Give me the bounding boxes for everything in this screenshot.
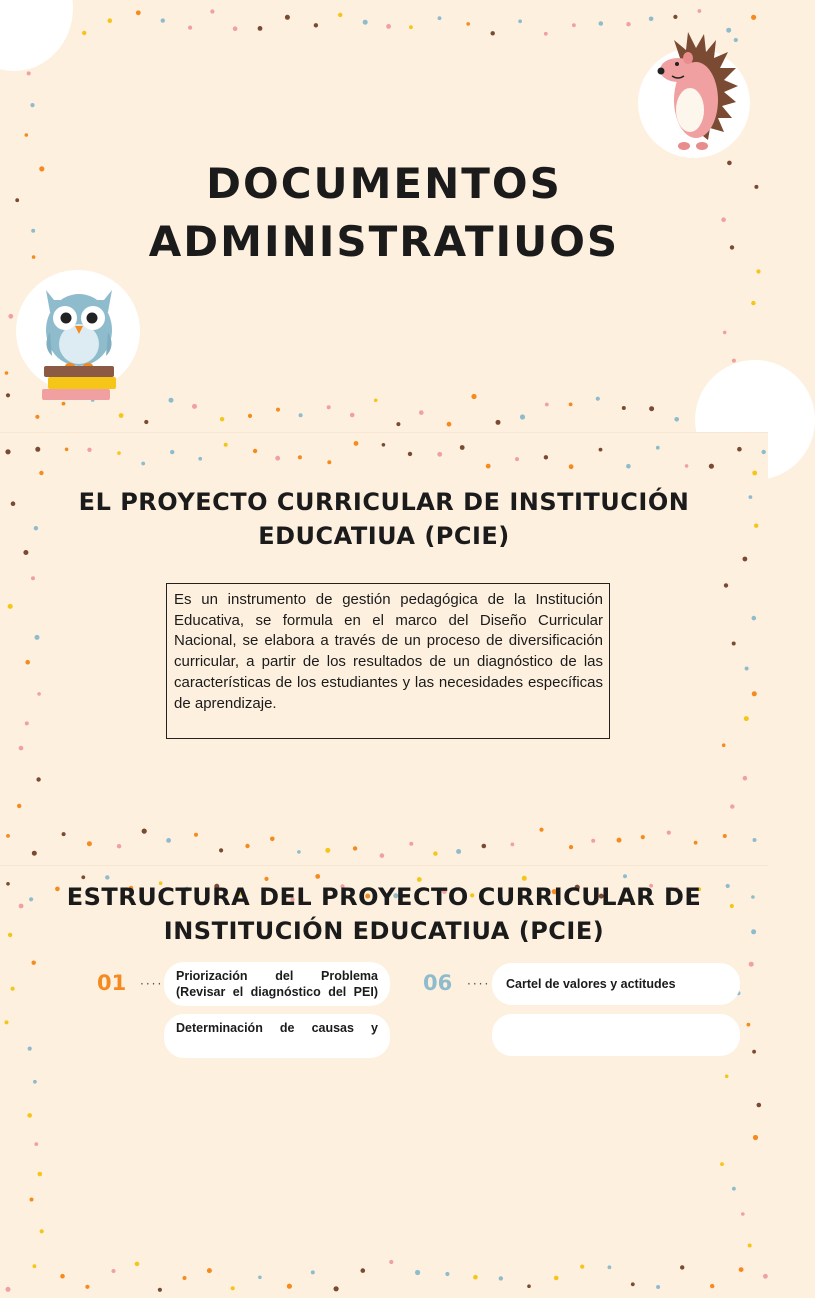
confetti-dot (751, 895, 755, 899)
confetti-dot (30, 103, 34, 107)
hedgehog-icon (650, 28, 742, 156)
step-card-01 (164, 962, 390, 1006)
confetti-dot (386, 24, 391, 29)
section-heading (40, 880, 728, 948)
confetti-dot (749, 962, 754, 967)
confetti-dot (315, 874, 320, 879)
confetti-dot (544, 455, 548, 459)
confetti-dot (314, 23, 318, 27)
confetti-dot (87, 841, 92, 846)
confetti-dot (35, 415, 39, 419)
confetti-dot (5, 449, 10, 454)
confetti-dot (37, 692, 41, 696)
confetti-dot (599, 21, 604, 26)
title-line-1: DOCUMENTOS (206, 159, 562, 208)
title-line-2: ADMINISTRATIUOS (148, 217, 620, 266)
confetti-dot (169, 398, 174, 403)
confetti-dot (743, 776, 748, 781)
confetti-dot (19, 904, 24, 909)
confetti-dot (32, 851, 37, 856)
confetti-dot (437, 452, 442, 457)
confetti-dot (353, 846, 357, 850)
confetti-dot (723, 331, 727, 335)
confetti-dot (219, 848, 223, 852)
confetti-dot (161, 18, 165, 22)
confetti-dot (270, 837, 275, 842)
confetti-dot (198, 457, 202, 461)
confetti-dot (447, 422, 452, 427)
confetti-dot (338, 13, 342, 17)
confetti-dot (19, 746, 24, 751)
confetti-dot (486, 464, 491, 469)
confetti-dot (285, 15, 290, 20)
confetti-dot (32, 961, 36, 965)
confetti-dot (396, 422, 400, 426)
confetti-dot (752, 691, 757, 696)
confetti-dot (39, 471, 43, 475)
confetti-dot (762, 450, 766, 454)
step-card-01-line-1: Priorización del Problema (176, 969, 378, 983)
confetti-dot (753, 1135, 758, 1140)
confetti-dot (569, 845, 573, 849)
confetti-dot (23, 550, 28, 555)
confetti-dot (511, 843, 515, 847)
step-number-06: 06 (423, 971, 453, 995)
confetti-dot (82, 31, 86, 35)
confetti-dot (596, 397, 600, 401)
confetti-dot (354, 441, 359, 446)
confetti-dot (745, 667, 749, 671)
heading-line-1: ESTRUCTURA DEL PROYECTO CURRICULAR DE (66, 883, 702, 911)
confetti-dot (29, 897, 33, 901)
confetti-dot (60, 1274, 65, 1279)
confetti-dot (8, 604, 13, 609)
confetti-dot (673, 15, 677, 19)
confetti-dot (722, 743, 726, 747)
confetti-dot (656, 1285, 660, 1289)
confetti-dot (298, 455, 302, 459)
confetti-dot (231, 1286, 235, 1290)
confetti-dot (297, 850, 301, 854)
confetti-dot (28, 1047, 32, 1051)
confetti-dot (361, 1268, 366, 1273)
confetti-dot (631, 1282, 635, 1286)
confetti-dot (408, 452, 412, 456)
confetti-dot (752, 616, 757, 621)
confetti-dot (415, 1270, 420, 1275)
confetti-dot (520, 414, 525, 419)
title-slide (0, 0, 768, 432)
confetti-dot (751, 15, 756, 20)
section-heading (40, 485, 728, 553)
confetti-dot (25, 133, 29, 137)
confetti-dot (752, 1050, 756, 1054)
confetti-dot (445, 1272, 449, 1276)
confetti-dot (34, 526, 38, 530)
confetti-dot (35, 635, 40, 640)
confetti-dot (626, 464, 631, 469)
confetti-dot (545, 403, 549, 407)
confetti-dot (757, 1103, 762, 1108)
confetti-dot (135, 1262, 140, 1267)
confetti-dot (81, 875, 85, 879)
confetti-dot (233, 26, 238, 31)
page-title (0, 155, 768, 271)
confetti-dot (753, 838, 757, 842)
confetti-dot (170, 450, 174, 454)
confetti-dot (33, 1080, 37, 1084)
confetti-dot (224, 443, 228, 447)
confetti-dot (8, 314, 13, 319)
confetti-dot (65, 448, 69, 452)
definition-text-box: Es un instrumento de gestión pedagógica de la Institución Educativa, se formula en el marco del Diseño Curricular Nacional, se elabora a través de un proceso de diversificación curricular, a partir de los resultados de un diagnóstico de las características de los estudiantes y las necesidades específicas de aprendizaje. (166, 583, 610, 739)
confetti-dot (6, 1287, 11, 1292)
confetti-dot (466, 22, 470, 26)
confetti-dot (117, 451, 121, 455)
confetti-dot (183, 1276, 187, 1280)
confetti-dot (136, 10, 141, 15)
confetti-dot (207, 1268, 212, 1273)
confetti-dot (608, 1265, 612, 1269)
confetti-dot (327, 460, 331, 464)
confetti-dot (419, 410, 424, 415)
confetti-dot (698, 9, 702, 13)
confetti-dot (327, 405, 331, 409)
confetti-dot (491, 31, 495, 35)
confetti-dot (25, 660, 30, 665)
confetti-dot (694, 841, 698, 845)
confetti-dot (724, 583, 728, 587)
confetti-dot (409, 842, 413, 846)
confetti-dot (33, 1264, 37, 1268)
confetti-dot (730, 804, 734, 808)
confetti-dot (680, 1265, 684, 1269)
confetti-dot (363, 20, 368, 25)
confetti-dot (220, 417, 224, 421)
confetti-dot (752, 471, 757, 476)
confetti-dot (709, 464, 714, 469)
confetti-dot (739, 1267, 744, 1272)
confetti-dot (751, 929, 756, 934)
owl-on-books-icon (38, 282, 120, 402)
step-card-01-line-2: (Revisar el diagnóstico del PEI) (176, 985, 378, 999)
confetti-dot (258, 26, 263, 31)
confetti-dot (144, 420, 148, 424)
confetti-dot (527, 1284, 531, 1288)
confetti-dot (142, 829, 147, 834)
heading-line-1: EL PROYECTO CURRICULAR DE INSTITUCIÓN (78, 488, 690, 516)
confetti-dot (17, 804, 21, 808)
confetti-dot (11, 501, 16, 506)
pcie-definition-slide (0, 433, 768, 865)
confetti-dot (749, 495, 753, 499)
confetti-dot (374, 399, 378, 403)
confetti-dot (720, 1162, 724, 1166)
confetti-dot (725, 1075, 729, 1079)
confetti-dot (192, 404, 197, 409)
step-connector-dots: ···· (140, 977, 164, 991)
confetti-dot (245, 844, 249, 848)
confetti-dot (685, 464, 689, 468)
confetti-dot (35, 447, 40, 452)
confetti-dot (112, 1269, 116, 1273)
confetti-dot (763, 1274, 768, 1279)
confetti-dot (38, 1172, 43, 1177)
confetti-dot (8, 933, 12, 937)
confetti-dot (732, 642, 736, 646)
confetti-dot (188, 26, 192, 30)
confetti-dot (649, 406, 654, 411)
confetti-dot (34, 1142, 38, 1146)
confetti-dot (31, 576, 35, 580)
confetti-dot (325, 848, 330, 853)
confetti-dot (158, 1288, 162, 1292)
confetti-dot (748, 1244, 752, 1248)
confetti-dot (433, 851, 437, 855)
confetti-dot (599, 448, 603, 452)
confetti-dot (258, 1276, 262, 1280)
confetti-dot (667, 831, 671, 835)
confetti-dot (276, 408, 280, 412)
confetti-dot (674, 417, 679, 422)
confetti-dot (747, 1023, 751, 1027)
confetti-dot (27, 1113, 32, 1118)
confetti-dot (656, 446, 660, 450)
confetti-dot (754, 524, 758, 528)
heading-line-2: EDUCATIUA (PCIE) (258, 522, 510, 550)
confetti-dot (350, 413, 355, 418)
confetti-dot (382, 443, 386, 447)
confetti-dot (438, 16, 442, 20)
confetti-dot (6, 882, 10, 886)
confetti-dot (311, 1270, 315, 1274)
confetti-dot (5, 371, 9, 375)
confetti-dot (515, 457, 519, 461)
step-number-01: 01 (97, 971, 127, 995)
confetti-dot (539, 828, 543, 832)
confetti-dot (30, 1198, 34, 1202)
confetti-dot (6, 393, 10, 397)
step-card-07 (492, 1014, 740, 1056)
confetti-dot (741, 1212, 745, 1216)
step-card-06-line-1: Cartel de valores y actitudes (506, 977, 676, 991)
confetti-dot (40, 1229, 44, 1233)
confetti-dot (554, 1276, 559, 1281)
confetti-dot (85, 1285, 89, 1289)
confetti-dot (623, 874, 627, 878)
confetti-dot (499, 1276, 503, 1280)
confetti-dot (456, 849, 461, 854)
confetti-dot (11, 987, 15, 991)
confetti-dot (194, 833, 198, 837)
step-card-06 (492, 963, 740, 1005)
confetti-dot (105, 875, 109, 879)
confetti-dot (617, 838, 622, 843)
confetti-dot (389, 1260, 393, 1264)
confetti-dot (299, 413, 303, 417)
confetti-dot (544, 32, 548, 36)
confetti-dot (210, 9, 214, 13)
confetti-dot (743, 557, 748, 562)
confetti-dot (141, 462, 145, 466)
confetti-dot (409, 25, 413, 29)
confetti-dot (569, 403, 573, 407)
pcie-structure-slide (0, 866, 768, 1035)
confetti-dot (471, 394, 476, 399)
confetti-dot (27, 71, 31, 75)
confetti-dot (62, 402, 66, 406)
confetti-dot (732, 1187, 736, 1191)
confetti-dot (287, 1284, 292, 1289)
confetti-dot (649, 17, 654, 22)
confetti-dot (460, 445, 465, 450)
confetti-dot (518, 19, 522, 23)
confetti-dot (482, 844, 487, 849)
confetti-dot (380, 853, 385, 858)
confetti-dot (496, 420, 501, 425)
confetti-dot (641, 835, 645, 839)
confetti-dot (108, 18, 113, 23)
step-card-02 (164, 1014, 390, 1058)
step-connector-dots: ···· (467, 977, 491, 991)
confetti-dot (737, 447, 742, 452)
heading-line-2: INSTITUCIÓN EDUCATIUA (PCIE) (163, 917, 605, 945)
confetti-dot (275, 456, 280, 461)
confetti-dot (626, 22, 630, 26)
confetti-dot (248, 414, 252, 418)
confetti-dot (569, 464, 574, 469)
confetti-dot (622, 406, 626, 410)
confetti-dot (710, 1284, 714, 1288)
confetti-dot (730, 904, 734, 908)
confetti-dot (751, 301, 755, 305)
confetti-dot (166, 838, 171, 843)
confetti-dot (744, 716, 749, 721)
confetti-dot (6, 834, 10, 838)
confetti-dot (25, 721, 29, 725)
confetti-dot (334, 1286, 339, 1291)
confetti-dot (723, 834, 727, 838)
confetti-dot (572, 23, 576, 27)
confetti-dot (580, 1265, 584, 1269)
confetti-dot (62, 832, 66, 836)
step-card-02-line-1: Determinación de causas y (176, 1021, 378, 1035)
confetti-dot (117, 844, 121, 848)
confetti-dot (253, 449, 257, 453)
confetti-dot (36, 777, 40, 781)
confetti-dot (5, 1020, 9, 1024)
confetti-dot (473, 1275, 478, 1280)
confetti-dot (591, 839, 595, 843)
confetti-dot (87, 448, 91, 452)
confetti-dot (119, 413, 124, 418)
